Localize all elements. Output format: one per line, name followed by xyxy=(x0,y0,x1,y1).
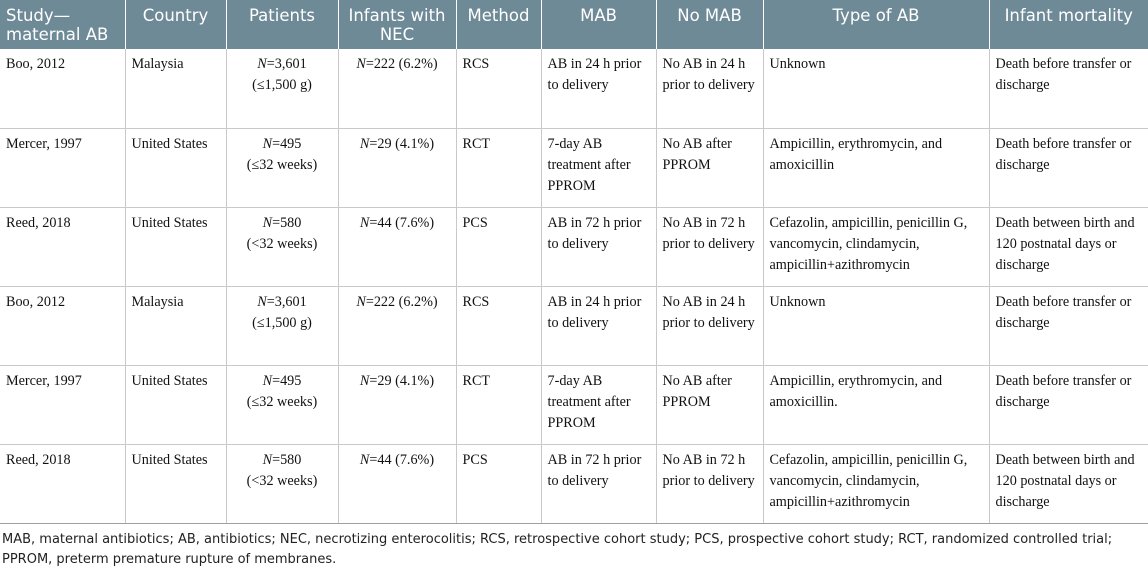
patients-n-symbol: N xyxy=(262,451,273,468)
nec-value: =222 (6.2%) xyxy=(365,293,438,310)
cell-country: Malaysia xyxy=(125,286,226,365)
cell-patients xyxy=(226,128,338,207)
cell-infants-nec xyxy=(338,444,456,523)
nec-n-symbol: N xyxy=(359,214,370,231)
table-row xyxy=(0,286,1148,365)
cell-no-mab: No AB in 24 h prior to delivery xyxy=(656,49,763,128)
patients-value: =580 xyxy=(272,451,302,468)
header-infant-mortality: Infant mortality xyxy=(989,0,1148,49)
nec-n-symbol: N xyxy=(359,135,370,152)
cell-type-ab: Unknown xyxy=(763,49,989,128)
patients-value: =580 xyxy=(272,214,302,231)
cell-mab: AB in 72 h prior to delivery xyxy=(541,207,656,286)
cell-mab: 7-day AB treatment after PPROM xyxy=(541,128,656,207)
patients-n-symbol: N xyxy=(262,372,273,389)
cell-no-mab: No AB after PPROM xyxy=(656,365,763,444)
table-row xyxy=(0,49,1148,128)
cell-study: Reed, 2018 xyxy=(0,444,125,523)
cell-mab: AB in 24 h prior to delivery xyxy=(541,49,656,128)
cell-study: Boo, 2012 xyxy=(0,49,125,128)
cell-method: PCS xyxy=(456,444,541,523)
patients-criterion: (≤1,500 g) xyxy=(252,314,312,331)
patients-n-symbol: N xyxy=(257,56,267,72)
nec-n-symbol: N xyxy=(356,293,366,310)
patients-criterion: (<32 weeks) xyxy=(246,235,318,252)
cell-infants-nec xyxy=(338,128,456,207)
cell-infants-nec xyxy=(338,49,456,128)
cell-country: Malaysia xyxy=(125,49,226,128)
cell-infant-mortality: Death between birth and 120 postnatal days or discharge xyxy=(989,207,1148,286)
patients-n-symbol: N xyxy=(262,135,273,152)
cell-infant-mortality: Death before transfer or discharge xyxy=(989,128,1148,207)
header-study: Study—maternal AB xyxy=(0,0,125,49)
cell-infant-mortality: Death between birth and 120 postnatal days or discharge xyxy=(989,444,1148,523)
table-row xyxy=(0,128,1148,207)
header-method: Method xyxy=(456,0,541,49)
header-country: Country xyxy=(125,0,226,49)
cell-study: Boo, 2012 xyxy=(0,286,125,365)
cell-type-ab: Cefazolin, ampicillin, penicillin G, vancomycin, clindamycin, ampicillin+azithromycin xyxy=(763,207,989,286)
cell-infants-nec xyxy=(338,207,456,286)
cell-study: Mercer, 1997 xyxy=(0,365,125,444)
table-row xyxy=(0,444,1148,523)
nec-value: =44 (7.6%) xyxy=(369,451,435,468)
cell-patients xyxy=(226,207,338,286)
patients-n-symbol: N xyxy=(262,214,273,231)
patients-n-symbol: N xyxy=(257,293,267,310)
table-row xyxy=(0,207,1148,286)
cell-patients xyxy=(226,49,338,128)
cell-country: United States xyxy=(125,365,226,444)
cell-study: Mercer, 1997 xyxy=(0,128,125,207)
header-infants-nec: Infants with NEC xyxy=(338,0,456,49)
cell-infant-mortality: Death before transfer or discharge xyxy=(989,286,1148,365)
cell-method: PCS xyxy=(456,207,541,286)
cell-no-mab: No AB after PPROM xyxy=(656,128,763,207)
cell-method: RCS xyxy=(456,286,541,365)
cell-method: RCT xyxy=(456,365,541,444)
cell-patients xyxy=(226,365,338,444)
cell-mab: AB in 72 h prior to delivery xyxy=(541,444,656,523)
cell-type-ab: Ampicillin, erythromycin, and amoxicillin. xyxy=(763,365,989,444)
patients-value: =495 xyxy=(272,372,302,389)
nec-value: =29 (4.1%) xyxy=(369,372,435,389)
nec-value: =222 (6.2%) xyxy=(365,56,438,72)
patients-value: =3,601 xyxy=(266,56,307,72)
cell-country: United States xyxy=(125,128,226,207)
cell-country: United States xyxy=(125,444,226,523)
cell-infants-nec xyxy=(338,286,456,365)
nec-value: =29 (4.1%) xyxy=(369,135,435,152)
cell-method: RCT xyxy=(456,128,541,207)
cell-method: RCS xyxy=(456,49,541,128)
cell-type-ab: Ampicillin, erythromycin, and amoxicillin xyxy=(763,128,989,207)
header-patients: Patients xyxy=(226,0,338,49)
cell-no-mab: No AB in 72 h prior to delivery xyxy=(656,207,763,286)
cell-type-ab: Cefazolin, ampicillin, penicillin G, vancomycin, clindamycin, ampicillin+azithromycin xyxy=(763,444,989,523)
cell-mab: AB in 24 h prior to delivery xyxy=(541,286,656,365)
cell-infants-nec xyxy=(338,365,456,444)
header-type-ab: Type of AB xyxy=(763,0,989,49)
table-header-row xyxy=(0,0,1148,49)
header-no-mab: No MAB xyxy=(656,0,763,49)
table-row xyxy=(0,365,1148,444)
patients-criterion: (<32 weeks) xyxy=(246,472,318,489)
patients-criterion: (≤1,500 g) xyxy=(252,77,312,93)
table-footnote: MAB, maternal antibiotics; AB, antibiotics; NEC, necrotizing enterocolitis; RCS, retrospective cohort study; PCS, prospective cohort study; RCT, randomized controlled trial; PPROM, preterm premature rupture of membranes. xyxy=(2,531,1113,567)
header-mab: MAB xyxy=(541,0,656,49)
cell-no-mab: No AB in 24 h prior to delivery xyxy=(656,286,763,365)
nec-n-symbol: N xyxy=(359,451,370,468)
nec-n-symbol: N xyxy=(356,56,366,72)
cell-no-mab: No AB in 72 h prior to delivery xyxy=(656,444,763,523)
patients-criterion: (≤32 weeks) xyxy=(246,156,318,173)
cell-type-ab: Unknown xyxy=(763,286,989,365)
nec-n-symbol: N xyxy=(359,372,370,389)
cell-country: United States xyxy=(125,207,226,286)
patients-criterion: (≤32 weeks) xyxy=(246,393,318,410)
patients-value: =3,601 xyxy=(266,293,307,310)
cell-infant-mortality: Death before transfer or discharge xyxy=(989,49,1148,128)
patients-value: =495 xyxy=(272,135,302,152)
cell-patients xyxy=(226,444,338,523)
cell-infant-mortality: Death before transfer or discharge xyxy=(989,365,1148,444)
cell-patients xyxy=(226,286,338,365)
nec-value: =44 (7.6%) xyxy=(369,214,435,231)
cell-mab: 7-day AB treatment after PPROM xyxy=(541,365,656,444)
cell-study: Reed, 2018 xyxy=(0,207,125,286)
